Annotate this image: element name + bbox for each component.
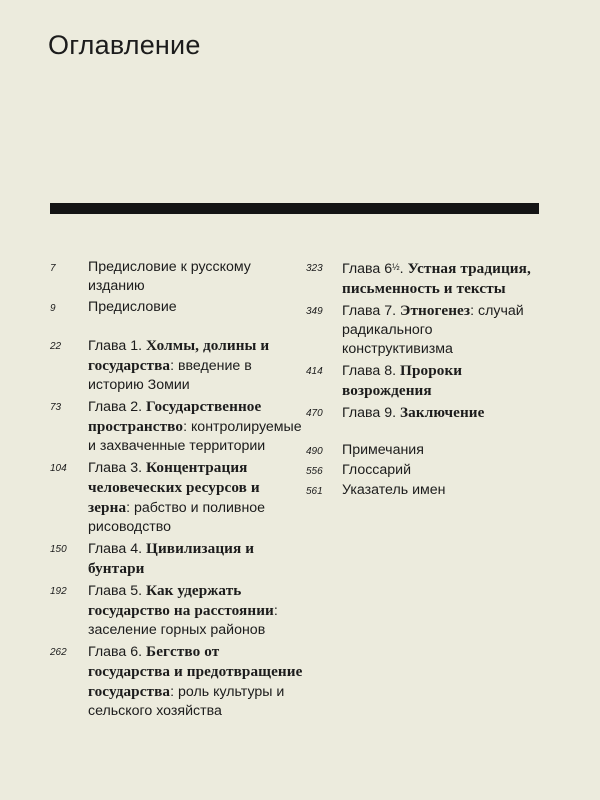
toc-entry[interactable] — [50, 298, 305, 318]
entry-text: Примечания — [342, 442, 424, 458]
toc-entry[interactable] — [306, 441, 546, 461]
toc-entry[interactable] — [306, 403, 546, 423]
toc-left-column — [50, 258, 305, 721]
chapter-title: Концентрация человеческих ресурсов и зерна — [88, 459, 260, 516]
toc-entry[interactable] — [50, 336, 305, 395]
page-number: 349 — [306, 306, 323, 317]
page-number: 490 — [306, 446, 323, 457]
toc-entry[interactable] — [50, 397, 305, 456]
entry-text: Предисловие к русскому изданию — [88, 259, 251, 294]
page-number: 556 — [306, 466, 323, 477]
entry-text: Глава $6^{\frac{1}{2}}$. Устная традиция, письменность и тексты — [342, 260, 531, 297]
chapter-title: Как удержать государство на расстоянии — [88, 582, 274, 619]
entry-text: Глоссарий — [342, 462, 412, 478]
toc-entry[interactable] — [50, 539, 305, 579]
page-number: 470 — [306, 408, 323, 419]
chapter-title: Цивилизация и бунтари — [88, 540, 255, 577]
chapter-title: Заключение — [400, 404, 485, 421]
page-number: 323 — [306, 263, 323, 274]
page-number: 73 — [50, 402, 62, 413]
toc-entry[interactable] — [306, 361, 546, 401]
toc-entry[interactable] — [306, 258, 546, 299]
toc-entry[interactable] — [50, 581, 305, 640]
entry-text: Глава 8. Пророки возрождения — [342, 362, 463, 399]
entry-text: Глава 3. Концентрация человеческих ресурсов и зерна: рабство и поливное рисоводство — [88, 459, 266, 535]
chapter-title: Государственное пространство — [88, 398, 262, 435]
toc-entry[interactable] — [50, 458, 305, 537]
page-number: 262 — [50, 647, 67, 658]
chapter-title: Устная традиция, письменность и тексты — [342, 260, 531, 297]
toc-entry[interactable] — [50, 258, 305, 296]
entry-text: Глава 6. Бегство от государства и предотвращение государства: роль культуры и сельского хозяйства — [88, 643, 303, 719]
entry-text: Глава 1. Холмы, долины и государства: введение в историю Зомии — [88, 337, 270, 393]
entry-text: Глава 9. Заключение — [342, 404, 485, 421]
entry-text: Указатель имен — [342, 482, 446, 498]
page-number: 7 — [50, 263, 56, 274]
entry-text: Глава 5. Как удержать государство на расстоянии: заселение горных районов — [88, 582, 278, 638]
heading-rule — [50, 203, 539, 214]
toc-right-column — [306, 258, 546, 501]
page-number: 104 — [50, 463, 67, 474]
toc-entry[interactable] — [306, 461, 546, 481]
half-fraction: ½ — [392, 262, 400, 272]
entry-text: Глава 4. Цивилизация и бунтари — [88, 540, 255, 577]
toc-entry[interactable] — [306, 301, 546, 359]
page-number: 561 — [306, 486, 323, 497]
chapter-title: Этногенез — [400, 302, 471, 319]
toc-entry[interactable] — [50, 642, 305, 721]
chapter-title: Бегство от государства и предотвращение государства — [88, 643, 303, 700]
entry-text: Глава 2. Государственное пространство: контролируемые и захваченные территории — [88, 398, 302, 454]
page-number: 150 — [50, 544, 67, 555]
page-title: Оглавление — [48, 30, 201, 60]
toc-entry[interactable] — [306, 481, 546, 501]
page-number: 9 — [50, 303, 56, 314]
entry-text: Предисловие — [88, 299, 177, 315]
page-number: 192 — [50, 586, 67, 597]
page-number: 414 — [306, 366, 323, 377]
chapter-title: Пророки возрождения — [342, 362, 463, 399]
page-number: 22 — [50, 341, 62, 352]
entry-text: Глава 7. Этногенез: случай радикального конструктивизма — [342, 302, 524, 357]
chapter-title: Холмы, долины и государства — [88, 337, 270, 374]
